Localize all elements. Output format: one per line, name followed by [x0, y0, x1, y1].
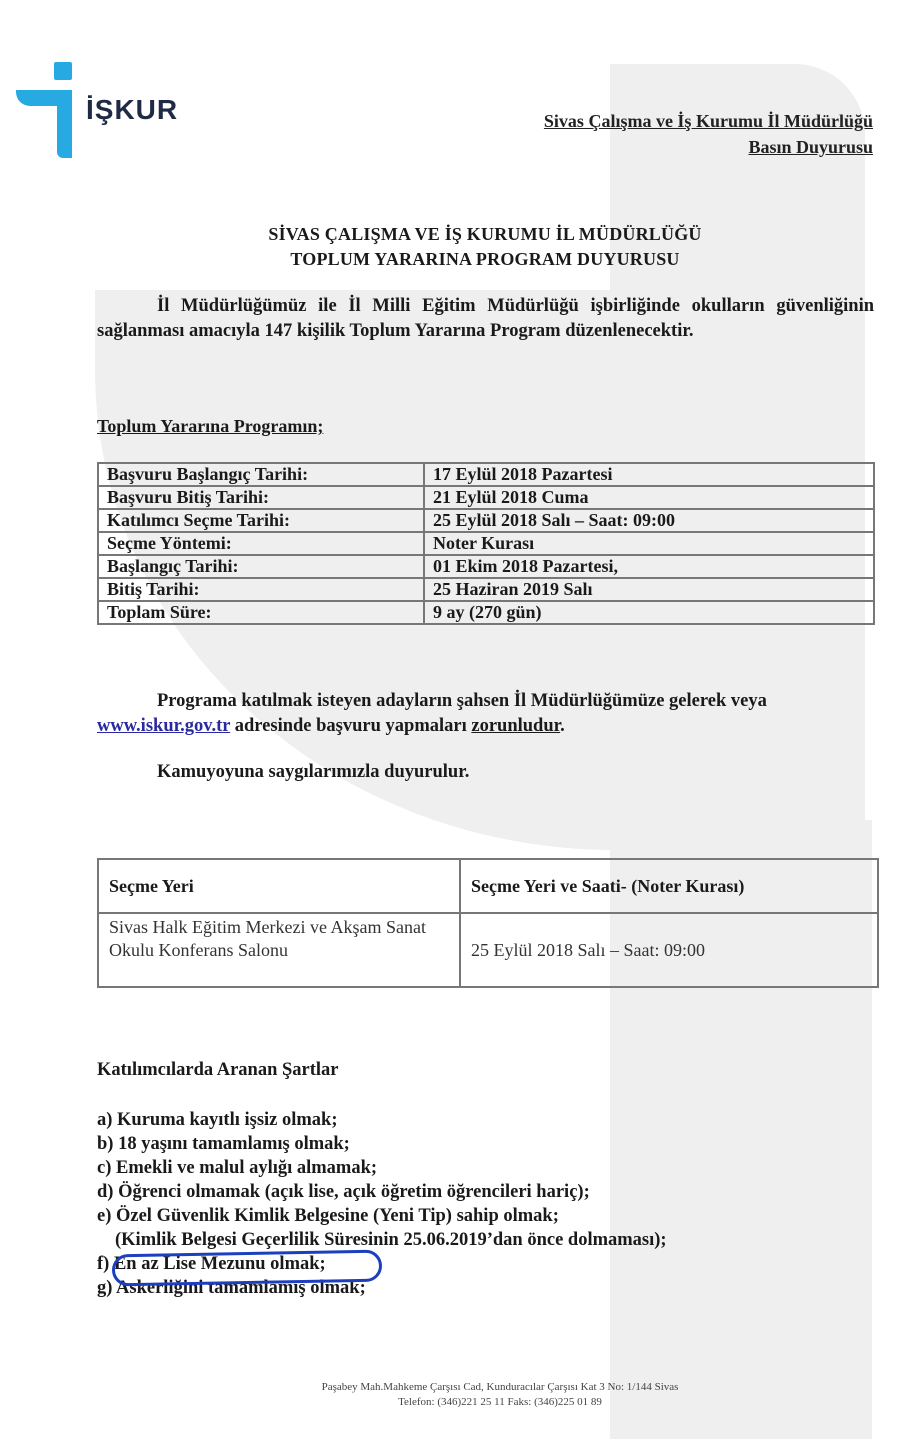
table-cell-value: 01 Ekim 2018 Pazartesi,: [424, 555, 874, 578]
list-item: (Kimlik Belgesi Geçerlilik Süresinin 25.06.2019’dan önce dolmaması);: [115, 1230, 667, 1250]
table-cell-label: Seçme Yöntemi:: [98, 532, 424, 555]
apply-text: adresinde başvuru yapmaları: [230, 716, 472, 736]
table-cell-label: Katılımcı Seçme Tarihi:: [98, 509, 424, 532]
iskur-logo-icon: [54, 62, 72, 80]
table-cell-value: 25 Haziran 2019 Salı: [424, 578, 874, 601]
iskur-website-link[interactable]: www.iskur.gov.tr: [97, 716, 231, 736]
table-row: [98, 578, 874, 601]
footer: [0, 1380, 899, 1410]
apply-emphasis: zorunludur: [471, 716, 561, 736]
regards-text: Kamuyoyuna saygılarımızla duyurulur.: [157, 762, 470, 782]
table-cell-label: Başvuru Bitiş Tarihi:: [98, 486, 424, 509]
intro-paragraph: İl Müdürlüğümüz ile İl Milli Eğitim Müdürlüğü işbirliğinde okulların güvenliğinin sağlanması amacıyla 147 kişilik Toplum Yararına Program düzenlenecektir.: [97, 296, 874, 341]
table-cell-label: Başlangıç Tarihi:: [98, 555, 424, 578]
list-item: e) Özel Güvenlik Kimlik Belgesine (Yeni Tip) sahip olmak;: [97, 1206, 559, 1226]
list-item: f) En az Lise Mezunu olmak;: [97, 1254, 326, 1274]
table-cell-value: 17 Eylül 2018 Pazartesi: [424, 463, 874, 486]
table-cell-label: Toplam Süre:: [98, 601, 424, 624]
hand-drawn-highlight: [112, 1250, 383, 1287]
table-header: Seçme Yeri ve Saati- (Noter Kurası): [460, 859, 878, 913]
table-cell: 25 Eylül 2018 Salı – Saat: 09:00: [460, 913, 878, 987]
table-row: [98, 913, 878, 987]
table-row: [98, 509, 874, 532]
table-row: [98, 463, 874, 486]
table-row: [98, 532, 874, 555]
table-header-row: [98, 859, 878, 913]
logo-text: İŞKUR: [86, 94, 179, 125]
list-item: c) Emekli ve malul aylığı almamak;: [97, 1158, 378, 1178]
table-header: Seçme Yeri: [98, 859, 460, 913]
page-title: [0, 222, 899, 272]
table-cell-value: 25 Eylül 2018 Salı – Saat: 09:00: [424, 509, 874, 532]
iskur-logo-icon: [57, 90, 72, 158]
application-paragraph: [97, 689, 874, 739]
table-cell-label: Bitiş Tarihi:: [98, 578, 424, 601]
title-line-2: TOPLUM YARARINA PROGRAM DUYURUSU: [290, 249, 680, 269]
document-header: [544, 108, 873, 160]
program-heading: Toplum Yararına Programın;: [97, 416, 324, 436]
apply-text: .: [560, 716, 565, 736]
apply-text: Programa katılmak isteyen adayların şahsen İl Müdürlüğümüze gelerek veya: [157, 691, 767, 711]
table-cell-label: Başvuru Başlangıç Tarihi:: [98, 463, 424, 486]
table-cell: Sivas Halk Eğitim Merkezi ve Akşam Sanat Okulu Konferans Salonu: [98, 913, 460, 987]
footer-address: Paşabey Mah.Mahkeme Çarşısı Cad, Kunduracılar Çarşısı Kat 3 No: 1/144 Sivas: [321, 1381, 679, 1393]
list-item: a) Kuruma kayıtlı işsiz olmak;: [97, 1110, 338, 1130]
table-cell-value: 9 ay (270 gün): [424, 601, 874, 624]
header-org: Sivas Çalışma ve İş Kurumu İl Müdürlüğü: [543, 111, 873, 131]
selection-table: [97, 858, 879, 988]
list-item: g) Askerliğini tamamlamış olmak;: [97, 1278, 366, 1298]
header-doc-type: Basın Duyurusu: [748, 137, 873, 157]
table-row: [98, 486, 874, 509]
table-cell-value: 21 Eylül 2018 Cuma: [424, 486, 874, 509]
program-table: [97, 462, 875, 625]
iskur-logo: [16, 62, 216, 162]
table-row: [98, 555, 874, 578]
table-row: [98, 601, 874, 624]
requirements-heading: Katılımcılarda Aranan Şartlar: [97, 1060, 339, 1080]
footer-contact: Telefon: (346)221 25 11 Faks: (346)225 01 89: [398, 1396, 602, 1408]
list-item: d) Öğrenci olmamak (açık lise, açık öğretim öğrencileri hariç);: [97, 1182, 590, 1202]
list-item: b) 18 yaşını tamamlamış olmak;: [97, 1134, 350, 1154]
table-cell-value: Noter Kurası: [424, 532, 874, 555]
title-line-1: SİVAS ÇALIŞMA VE İŞ KURUMU İL MÜDÜRLÜĞÜ: [268, 224, 702, 244]
